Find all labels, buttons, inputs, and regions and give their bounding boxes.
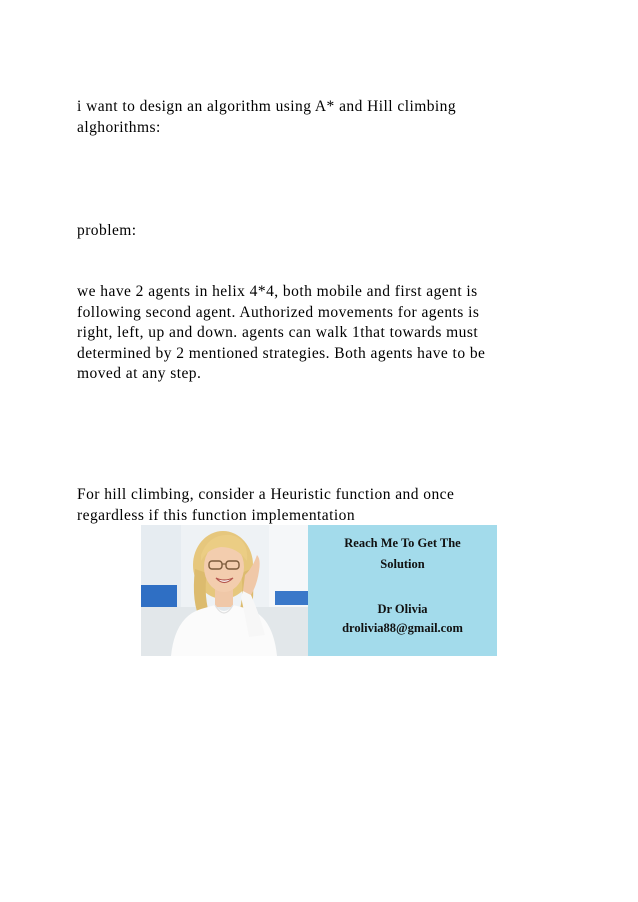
paragraph-hill-climbing: For hill climbing, consider a Heuristic function and once regardless if this function implementation	[77, 486, 455, 524]
woman-photo-illustration	[141, 525, 308, 656]
paragraph-intro: i want to design an algorithm using A* and Hill climbing alghorithms:	[77, 98, 457, 136]
woman-photo	[141, 525, 308, 656]
contact-banner	[141, 525, 497, 656]
contact-name: Dr Olivia	[377, 602, 428, 616]
banner-headline: Reach Me To Get The	[344, 536, 461, 550]
contact-info-panel	[308, 525, 497, 656]
banner-subheadline: Solution	[380, 557, 425, 571]
contact-email[interactable]: drolivia88@gmail.com	[342, 621, 463, 635]
paragraph-problem-description: we have 2 agents in helix 4*4, both mobile and first agent is following second agent. Authorized movements for agents is right, left, up and down. agents can walk 1that towards must determined by 2 mentioned strategies. Both agents have to be moved at any step.	[77, 283, 486, 382]
paragraph-problem-heading: problem:	[77, 222, 137, 239]
